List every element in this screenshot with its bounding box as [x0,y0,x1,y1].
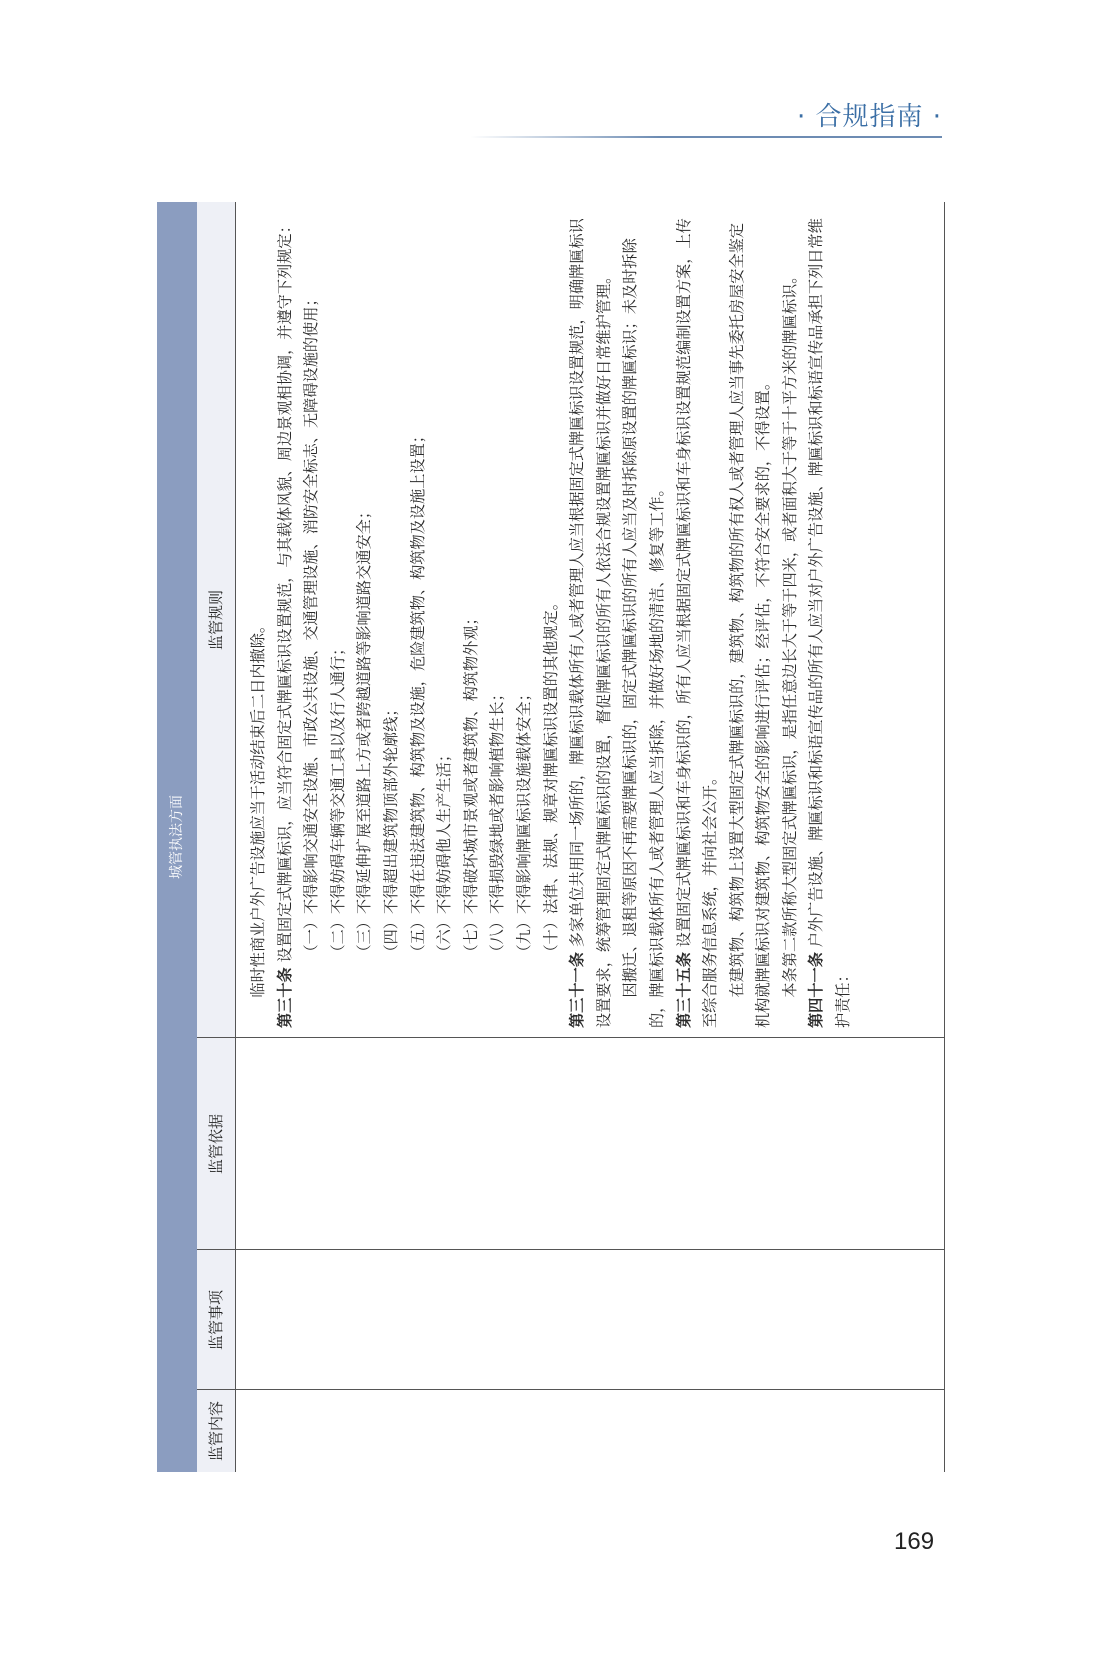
table-band-title: 城管执法方面 [157,202,197,1472]
list-item: （七）不得破坏城市景观或者建筑物、构筑物外观； [461,610,480,960]
list-item: （六）不得妨碍他人生产生活； [435,746,454,960]
list-item: （三）不得延伸扩展至道路上方或者跨越道路等影响道路交通安全； [355,503,374,960]
rotated-regulation-table [157,202,945,1472]
column-divider [197,1389,945,1390]
article-text: 多家单位共用同一场所的，牌匾标识载体所有人或者管理人应当根据固定式牌匾标识设置规范，明确牌匾标识设置要求，统筹管理固定式牌匾标识的设置，督促牌匾标识的所有人依法合规设置牌匾标识并做好日常维护管理。 [568,218,613,1028]
article-35 [671,212,724,1028]
article-label: 第三十条 [275,967,294,1028]
article-text: 户外广告设施、牌匾标识和标语宣传品的所有人应当对户外广告设施、牌匾标识和标语宣传品承担下列日常维护责任： [807,218,853,1028]
list-item: （十）法律、法规、规章对牌匾标识设置的其他规定。 [541,595,560,960]
page-number: 169 [894,1528,935,1555]
list-item: （八）不得损毁绿地或者影响植物生长； [488,686,507,960]
article-30 [272,212,299,1028]
list-item: （四）不得超出建筑物顶部外轮廓线； [381,701,400,960]
header-divider [470,136,942,138]
article-label: 第三十五条 [674,952,693,1028]
column-header-item: 监管事项 [197,1250,236,1390]
list-item: （二）不得妨碍车辆等交通工具以及行人通行； [328,640,347,960]
article-label: 第三十一条 [568,952,587,1028]
article-text: 设置固定式牌匾标识和车身标识的，所有人应当根据固定式牌匾标识和车身标识设置规范编制设置方案，上传至综合服务信息系统，并向社会公开。 [674,218,720,1028]
list-item: （五）不得在违法建筑物、构筑物及设施，危险建筑物、构筑物及设施上设置； [408,428,427,960]
list-item: （九）不得影响牌匾标识设施载体安全； [514,686,533,960]
rule-paragraph: 本条第二款所称大型固定式牌匾标识，是指任意边长大于等于四米，或者面积大于等于十平方米的牌匾标识。 [780,268,799,998]
column-divider [197,1037,945,1038]
rule-paragraph: 临时性商业户外广告设施应当于活动结束后二日内撤除。 [249,617,267,998]
column-header-content: 监管内容 [197,1390,236,1472]
article-41 [803,212,856,1028]
rule-paragraph: 在建筑物、构筑物上设置大型固定式牌匾标识的，建筑物、构筑物的所有权人或者管理人应当事先委托房屋安全鉴定机构就牌匾标识对建筑物、构筑物安全的影响进行评估；经评估，不符合安全要求的，不得设置。 [727,223,773,1028]
rule-paragraph: 因搬迁、退租等原因不再需要牌匾标识的，固定式牌匾标识的所有人应当及时拆除原设置的牌匾标识；未及时拆除的，牌匾标识载体所有人或者管理人应当拆除，并做好场地的清洁、修复等工作。 [621,238,666,1028]
section-header-title: · 合规指南 · [796,102,942,132]
column-header-rules: 监管规则 [197,202,236,1038]
column-header-basis: 监管依据 [197,1038,236,1250]
column-divider [197,1249,945,1250]
article-label: 第四十一条 [807,952,826,1028]
list-item: （一）不得影响交通安全设施、市政公共设施、交通管理设施、消防安全标志、无障碍设施的使用； [302,291,321,960]
article-text: 设置固定式牌匾标识，应当符合固定式牌匾标识设置规范，与其载体风貌、周边景观相协调，并遵守下列规定： [275,218,294,963]
article-31 [564,212,617,1028]
rules-cell [245,212,945,1028]
